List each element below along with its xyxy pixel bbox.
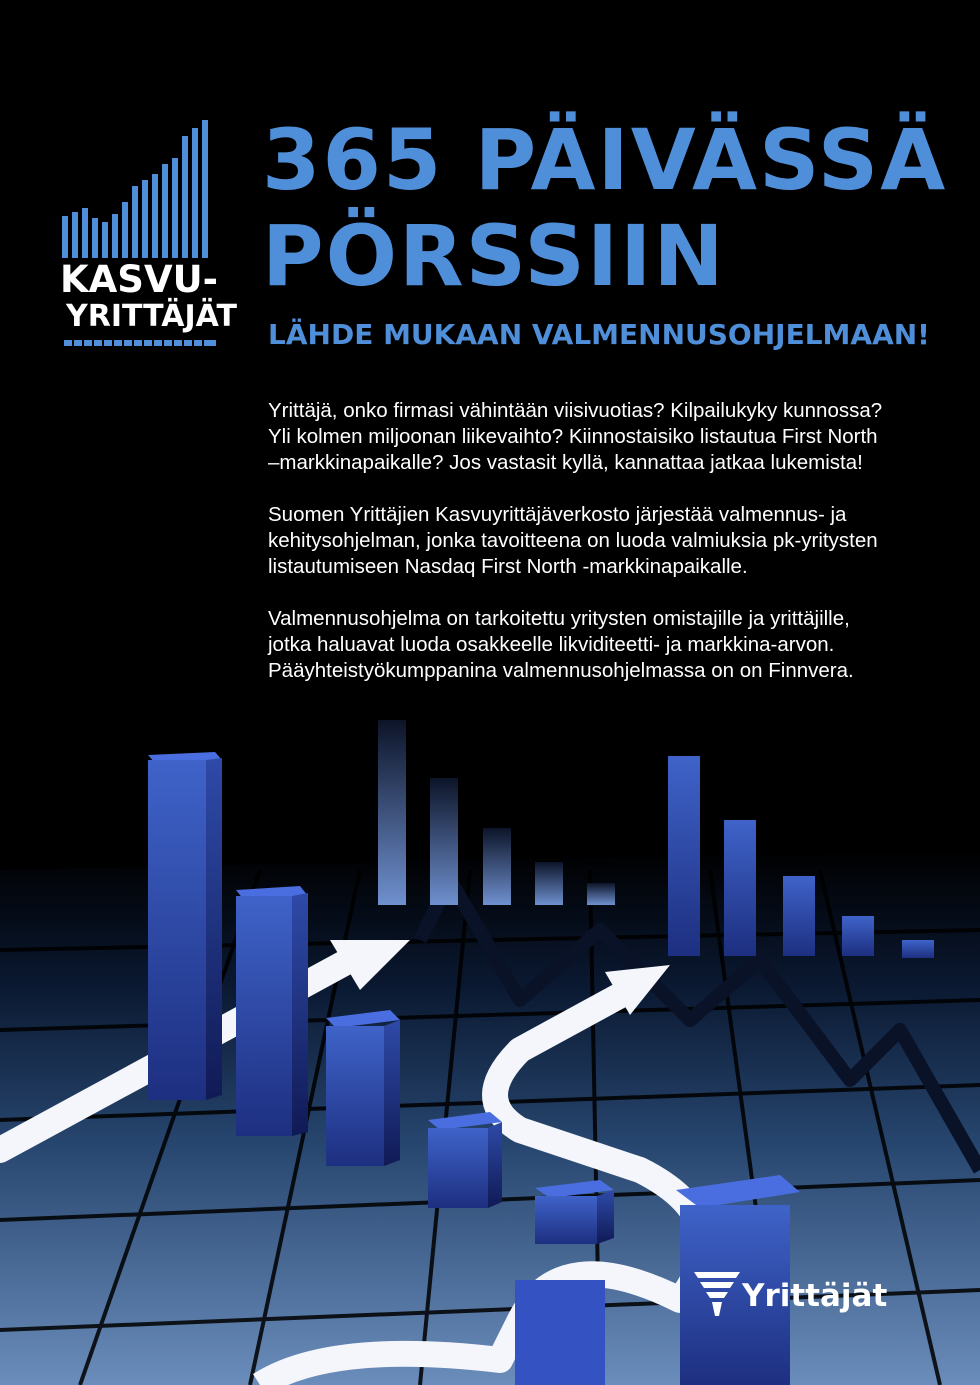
kasvuyrittajat-logo <box>60 118 238 350</box>
headline-line-2: PÖRSSIIN <box>262 207 726 305</box>
paragraph-2: Suomen Yrittäjien Kasvuyrittäjäverkosto järjestää valmennus- ja kehitysohjelman, jonka tavoitteena on luoda valmiuksia pk-yritysten listautumiseen Nasdaq First North -markkinapaikalle. <box>268 503 878 578</box>
logo-line-1: KASVU- <box>60 258 218 301</box>
body-copy <box>268 398 948 710</box>
logo-line-2: YRITTÄJÄT <box>66 299 238 334</box>
headline <box>262 112 962 304</box>
paragraph-1: Yrittäjä, onko firmasi vähintään viisivuotias? Kilpailukyky kunnossa? Yli kolmen miljoonan liikevaihto? Kiinnostaisiko listautua First North –markkinapaikalle? Jos vastasit kyllä, kannattaa jatkaa lukemista! <box>268 399 883 474</box>
paragraph-3: Valmennusohjelma on tarkoitettu yritysten omistajille ja yrittäjille, jotka haluavat luoda osakkeelle likviditeetti- ja markkina-arvon. Pääyhteistyökumppanina valmennusohjelmassa on on Finnvera. <box>268 607 854 682</box>
headline-line-1: 365 PÄIVÄSSÄ <box>262 111 948 209</box>
yrittajat-brand <box>694 1272 894 1322</box>
brand-name: Yrittäjät <box>742 1278 888 1314</box>
subheadline: LÄHDE MUKAAN VALMENNUSOHJELMAAN! <box>268 318 930 351</box>
yrittajat-stripes-icon <box>694 1272 740 1318</box>
